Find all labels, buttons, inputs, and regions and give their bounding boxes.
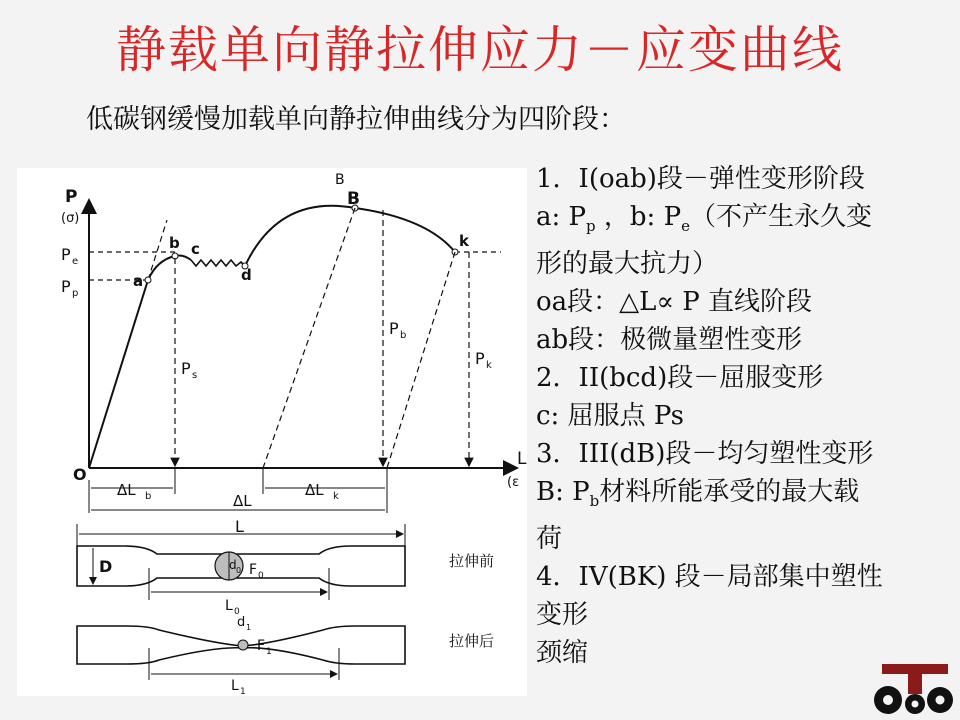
stage-notes [536, 160, 956, 672]
svg-text:s: s [192, 370, 198, 381]
logo-icon [868, 660, 956, 716]
dlb-label: ΔL [117, 481, 136, 499]
yield-zigzag [191, 260, 245, 266]
note-stage-1: 1．I(oab)段－弹性变形阶段 [536, 164, 865, 194]
hardening-curve [245, 206, 455, 266]
svg-text:0: 0 [258, 571, 264, 581]
y-axis-unit: (σ) [61, 211, 80, 226]
note-stage-2: 2．II(bcd)段－屈服变形 [536, 363, 824, 394]
D-label: D [99, 557, 113, 576]
L0-label: L [225, 598, 233, 614]
note-stage-4-cont: 变形 [536, 600, 589, 631]
note-ab: ab段：极微量塑性变形 [536, 325, 803, 356]
dlk-label: ΔL [305, 481, 324, 499]
pb-label: P [389, 319, 399, 338]
label-B-top: B [335, 172, 345, 188]
svg-text:1: 1 [246, 623, 252, 632]
svg-text:1: 1 [266, 647, 272, 657]
svg-text:0: 0 [236, 566, 242, 575]
svg-text:b: b [145, 491, 152, 502]
unload-k [387, 252, 455, 468]
note-a-b: a: $P_p$ ，b: $P_e$（不产生永久变 [536, 202, 872, 236]
caption-before: 拉伸前 [449, 552, 495, 570]
y-axis-label: P [65, 187, 78, 207]
L1-label: L [231, 678, 239, 694]
label-a: a [133, 272, 144, 290]
elastic-extension [148, 220, 167, 280]
page-title: 静载单向静拉伸应力－应变曲线 [116, 21, 844, 79]
note-stage-4: 4．IV(BK) 段－局部集中塑性 [536, 562, 883, 593]
ps-label: P [181, 359, 191, 378]
point-a [145, 277, 151, 283]
pp-label: P [61, 277, 71, 296]
d0-label: d [229, 558, 237, 572]
neck-section [238, 640, 248, 650]
svg-text:e: e [72, 256, 79, 267]
note-B: B: $P_b$材料所能承受的最大载 [536, 477, 860, 511]
note-stage-3: 3．III(dB)段－均匀塑性变形 [536, 439, 874, 470]
x-axis-unit: (ε [507, 475, 520, 490]
label-k: k [459, 232, 469, 250]
d1-label: d [237, 615, 246, 630]
label-b: b [169, 234, 180, 252]
F0-label: F [249, 562, 258, 578]
x-axis-label: L [517, 449, 527, 469]
svg-text:k: k [333, 491, 339, 502]
L-label: L [235, 517, 244, 536]
pe-label: P [61, 245, 71, 264]
note-a-b-cont: 形的最大抗力） [536, 249, 719, 280]
label-c: c [191, 240, 200, 258]
pk-label: P [475, 349, 485, 368]
svg-text:p: p [72, 288, 79, 299]
svg-text:b: b [400, 330, 407, 341]
svg-text:0: 0 [234, 607, 240, 617]
origin-label: O [73, 465, 87, 484]
note-B-cont: 荷 [536, 524, 563, 555]
note-necking: 颈缩 [536, 638, 589, 669]
stress-strain-diagram [17, 168, 527, 696]
note-oa: oa段：△L∝ P 直线阶段 [536, 287, 813, 318]
F1-label: F [257, 638, 266, 654]
subtitle: 低碳钢缓慢加载单向静拉伸曲线分为四阶段： [86, 104, 626, 135]
label-B: B [347, 189, 360, 209]
unload-B [263, 208, 355, 468]
svg-text:1: 1 [240, 687, 246, 696]
label-d: d [241, 266, 252, 284]
note-c: c: 屈服点 Ps [536, 401, 684, 432]
caption-after: 拉伸后 [449, 632, 495, 650]
dl-label: ΔL [233, 492, 252, 510]
svg-text:k: k [486, 360, 492, 371]
